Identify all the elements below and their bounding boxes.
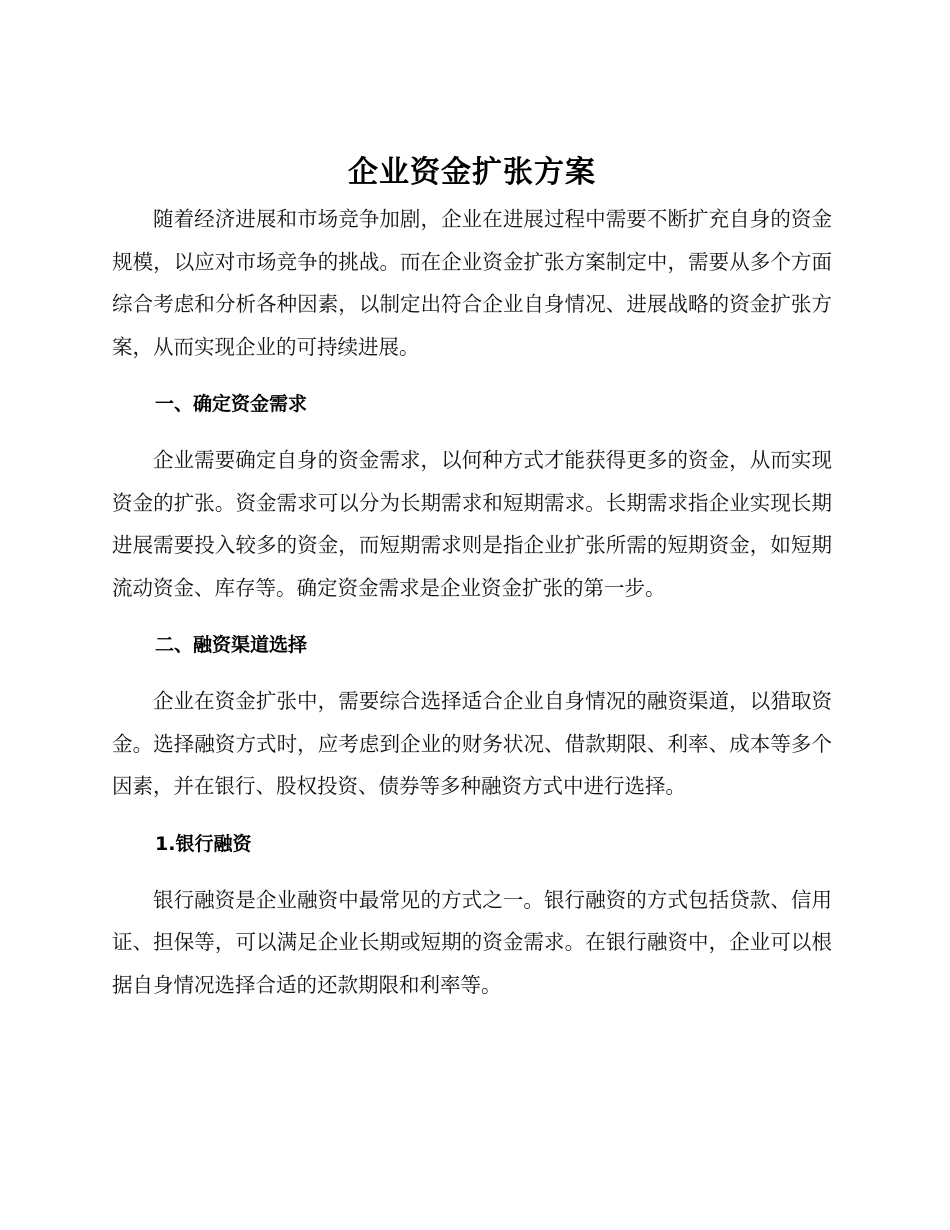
intro-paragraph: 随着经济进展和市场竞争加剧，企业在进展过程中需要不断扩充自身的资金规模，以应对市场竞争的挑战。而在企业资金扩张方案制定中，需要从多个方面综合考虑和分析各种因素，以制定出符合企业自身情况、进展战略的资金扩张方案，从而实现企业的可持续进展。: [112, 207, 832, 359]
document-body: [112, 150, 832, 1006]
document-title: 企业资金扩张方案: [348, 155, 596, 190]
section-heading-funding-needs: 一、确定资金需求: [155, 393, 308, 415]
section-heading-financing-channels: 二、融资渠道选择: [155, 634, 308, 656]
subsection-paragraph-bank-financing: 银行融资是企业融资中最常见的方式之一。银行融资的方式包括贷款、信用证、担保等，可以满足企业长期或短期的资金需求。在银行融资中，企业可以根据自身情况选择合适的还款期限和利率等。: [112, 887, 832, 997]
section-paragraph-funding-needs: 企业需要确定自身的资金需求，以何种方式才能获得更多的资金，从而实现资金的扩张。资金需求可以分为长期需求和短期需求。长期需求指企业实现长期进展需要投入较多的资金，而短期需求则是指企业扩张所需的短期资金，如短期流动资金、库存等。确定资金需求是企业资金扩张的第一步。: [112, 448, 832, 600]
section-paragraph-financing-channels: 企业在资金扩张中，需要综合选择适合企业自身情况的融资渠道，以猎取资金。选择融资方式时，应考虑到企业的财务状况、借款期限、利率、成本等多个因素，并在银行、股权投资、债券等多种融资方式中进行选择。: [112, 689, 832, 798]
subsection-heading-bank-financing: 1.银行融资: [155, 832, 252, 855]
